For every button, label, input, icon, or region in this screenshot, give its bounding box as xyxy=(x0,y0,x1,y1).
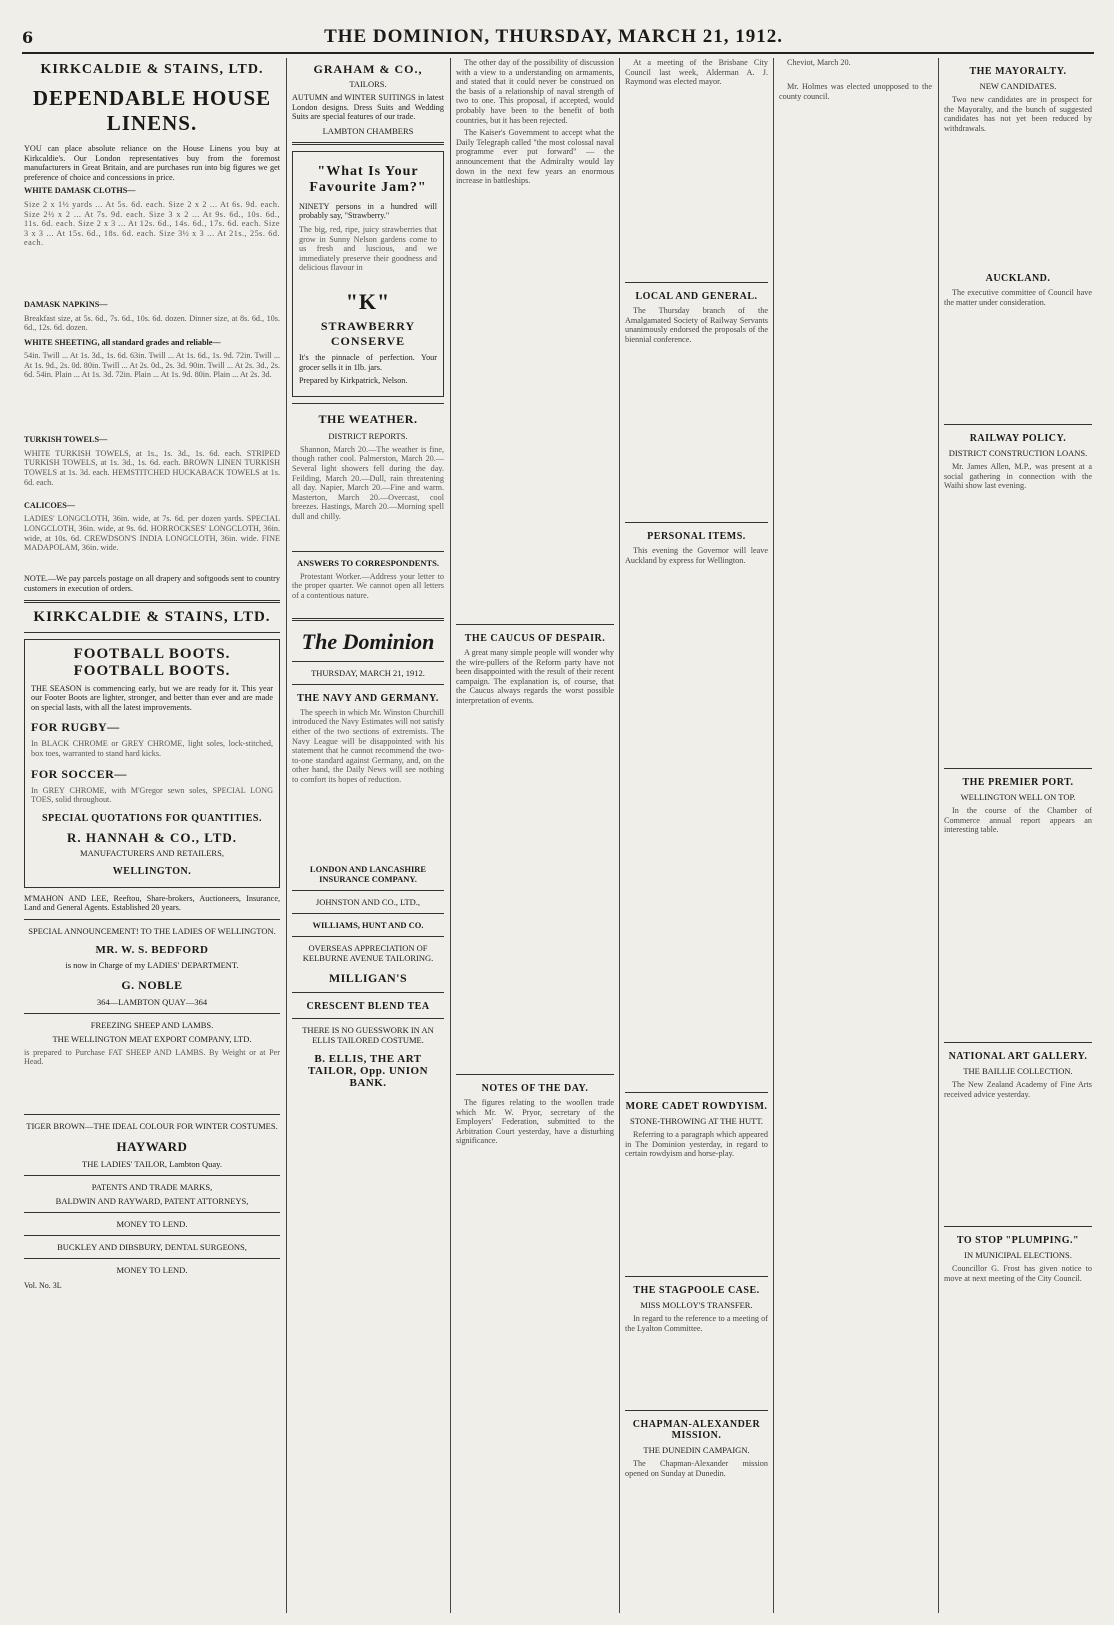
column-right xyxy=(944,58,1092,1613)
linen-category: DAMASK NAPKINS— xyxy=(24,299,108,309)
article-body: The figures relating to the woollen trade which Mr. W. Pryor, secretary of the Employers' Federation, submitted to the Arbitration Court yesterday, have a disturbing significance. xyxy=(456,1098,614,1146)
article-body: The speech in which Mr. Winston Churchill introduced the Navy Estimates will not satisfy either of the two sections of extremists. The Navy League will be disappointed with his statement that he cannot recommend the two-to-one standard against Germany, and, on the other hand, the Daily News will see nothing to comfort its hopes of reduction. xyxy=(292,707,444,784)
small-ad: M'MAHON AND LEE, Reeftou, Share-brokers, Auctioneers, Insurance, Land and General Agents. Established 20 years. xyxy=(24,893,280,913)
small-ad-text: is now in Charge of my LADIES' DEPARTMENT. xyxy=(65,959,239,970)
article-body: Two new candidates are in prospect for the Mayoralty, and the bunch of suggested candidates has not yet been reduced by withdrawals. xyxy=(944,95,1092,133)
article-body: Cheviot, March 20. xyxy=(787,58,851,67)
ad-intro: YOU can place absolute reliance on the House Linens you buy at Kirkcaldie's. Our London representatives buy from the foremost manufacturers in Great Britain, and are purchases run into big figures we get preference of choice and concessions in price. xyxy=(24,144,280,182)
article-subheading: STONE-THROWING AT THE HUTT. xyxy=(630,1116,763,1126)
article-body: The executive committee of Council have the matter under consideration. xyxy=(944,288,1092,307)
ad-headline: FOOTBALL BOOTS. FOOTBALL BOOTS. xyxy=(73,645,231,679)
ad-firm-sub: MANUFACTURERS AND RETAILERS, xyxy=(80,847,224,858)
article-body: In regard to the reference to a meeting of the Lyalton Committee. xyxy=(625,1314,768,1333)
ad-body: In BLACK CHROME or GREY CHROME, light soles, lock-stitched, box toes, warranted to stand hard kicks. xyxy=(31,739,273,758)
small-ad-head: MONEY TO LEND. xyxy=(116,1264,188,1275)
ad-firm-name: R. HANNAH & CO., LTD. xyxy=(66,829,238,845)
price-list: WHITE TURKISH TOWELS, at 1s., 1s. 3d., 1s. 6d. each. STRIPED TURKISH TOWELS, at 1s. 3d., 1s. 6d. each. BROWN LINEN TURKISH TOWELS at 1s. 3d. each. HEMSTITCHED HUCKABACK TOWELS at 1s. 6d. each. xyxy=(24,448,280,487)
ad-note: NOTE.—We pay parcels postage on all drapery and softgoods sent to country customers in execution of orders. xyxy=(24,574,280,593)
section-subheading: DISTRICT REPORTS. xyxy=(328,430,408,441)
article-heading: THE CAUCUS OF DESPAIR. xyxy=(464,633,606,644)
small-ad-name: B. ELLIS, THE ART TAILOR, Opp. UNION BANK. xyxy=(307,1052,429,1089)
column-advertisements-left xyxy=(24,58,280,1613)
ad-address: LAMBTON CHAMBERS xyxy=(322,125,414,136)
ad-firm-name: KIRKCALDIE & STAINS, LTD. xyxy=(40,62,264,77)
ad-headline: DEPENDABLE HOUSE LINENS. xyxy=(32,86,272,135)
brand-mark: "K" xyxy=(345,288,391,314)
small-ad-head: PATENTS AND TRADE MARKS, xyxy=(91,1181,213,1192)
article-body: Shannon, March 20.—The weather is fine, though rather cool. Palmerston, March 20.—Several light showers fell during the day. Feilding, March 20.—Dull, rain threatening all day. Napier, March 20.—Fine and warm. Masterton, March 20.—Overcast, cool breezes. Hastings, March 20.—Morning spell dull and chilly. xyxy=(292,444,444,521)
price-list: LADIES' LONGCLOTH, 36in. wide, at 7s. 6d. per dozen yards. SPECIAL LONGCLOTH, 36in. wide, at 9s. 6d. HORROCKSES' LONGCLOTH, 36in. wide, at 10s. 6d. CREWDSON'S INDIA LONGCLOTH, 36in. wide. FINE MADAPOLAM, 36in. wide. xyxy=(24,514,280,553)
small-ad-head: TIGER BROWN—THE IDEAL COLOUR FOR WINTER COSTUMES. xyxy=(26,1120,278,1131)
article-subheading: DISTRICT CONSTRUCTION LOANS. xyxy=(948,448,1088,458)
linen-category: WHITE DAMASK CLOTHS— xyxy=(24,186,136,196)
article-heading: THE STAGPOOLE CASE. xyxy=(633,1285,760,1296)
section-heading: PERSONAL ITEMS. xyxy=(647,531,746,542)
section-heading: AUCKLAND. xyxy=(985,273,1051,284)
section-heading: THE WEATHER. xyxy=(318,411,418,426)
page-number: 6 xyxy=(22,27,34,47)
ad-special: SPECIAL QUOTATIONS FOR QUANTITIES. xyxy=(41,812,262,824)
small-ad-body: is prepared to Purchase FAT SHEEP AND LAMBS. By Weight or at Per Head. xyxy=(24,1047,280,1067)
editorial-heading: THE NAVY AND GERMANY. xyxy=(297,692,439,704)
column-rule xyxy=(286,58,287,1613)
article-body: Mr. James Allen, M.P., was present at a social gathering in connection with the Waihi show last evening. xyxy=(944,462,1092,491)
small-ad-name: CRESCENT BLEND TEA xyxy=(306,1000,430,1012)
column-rule xyxy=(938,58,939,1613)
small-ad-text: THE LADIES' TAILOR, Lambton Quay. xyxy=(82,1158,222,1169)
small-ads-row xyxy=(24,894,280,1295)
small-ad-head: SPECIAL ANNOUNCEMENT! TO THE LADIES OF WELLINGTON. xyxy=(28,925,276,936)
price-list: 54in. Twill ... At 1s. 3d., 1s. 6d. 63in. Twill ... At 1s. 6d., 1s. 9d. 72in. Twill ... At 1s. 9d., 2s. 0d. 80in. Twill ... At 2s. 0d., 2s. 3d. 90in. Twill ... At 2s. 3d., 2s. 6d. 54in. Plain ... At 1s. 3d. 72in. Plain ... At 1s. 9d. 80in. Plain ... At 2s. 3d. xyxy=(24,351,280,380)
article-subheading: MISS MOLLOY'S TRANSFER. xyxy=(640,1300,753,1310)
article-heading: RAILWAY POLICY. xyxy=(969,433,1067,444)
article-body: Mr. Holmes was elected unopposed to the county council. xyxy=(779,82,932,101)
article-body: The other day of the possibility of discussion with a view to a understanding on armaments, and stated that it could never be construed on the basis of a relationship of naval strength of two to one. This proposal, if accepted, would probably have been to the benefit of both countries, but it has been rejected. The Kaiser's Government to accept what the Daily Telegraph called "the most colossal naval programme ever put forward" — the announcement that the Admiralty would lay down in the next few years an enormous increase in battleships. xyxy=(456,58,614,186)
column-rule xyxy=(773,58,774,1613)
ad-firm-name: KIRKCALDIE & STAINS, LTD. xyxy=(33,608,271,625)
article-body: The Chapman-Alexander mission opened on Sunday at Dunedin. xyxy=(625,1459,768,1478)
ad-body: In GREY CHROME, with M'Gregor sewn soles, SPECIAL LONG TOES, solid throughout. xyxy=(31,785,273,805)
ad-subhead: FOR RUGBY— xyxy=(31,720,120,735)
small-ad-head: BUCKLEY AND DIBSBURY, DENTAL SURGEONS, xyxy=(57,1241,247,1252)
newspaper-nameplate: The Dominion xyxy=(301,628,435,654)
ad-firm-sub: TAILORS. xyxy=(349,79,387,89)
footer-volume: Vol. No. 3L xyxy=(24,1280,62,1290)
price-list: Breakfast size, at 5s. 6d., 7s. 6d., 10s. 6d. dozen. Dinner size, at 8s. 6d., 10s. 6d., 12s. 6d. dozen. xyxy=(24,313,280,333)
article-body: A great many simple people will wonder why the wire-pullers of the Reform party have not been disappointed with the result of their recent campaign. The explanation is, of course, that the Caucus always regards the worst possible interpretation of events. xyxy=(456,648,614,705)
ad-intro: THE SEASON is commencing early, but we are ready for it. This year our Footer Boots are lighter, stronger, and better than ever and are made on special lasts, with all the latest improvements. xyxy=(31,683,273,712)
article-subheading: WELLINGTON WELL ON TOP. xyxy=(960,792,1076,802)
section-heading: ANSWERS TO CORRESPONDENTS. xyxy=(296,557,440,568)
ad-body: The big, red, ripe, juicy strawberries that grow in Sunny Nelson gardens come to us fresh and luscious, and we immediately preserve their goodness and delicious flavour in xyxy=(299,224,437,273)
small-ad-head: OVERSEAS APPRECIATION OF KELBURNE AVENUE TAILORING. xyxy=(302,942,434,963)
article-body: In the course of the Chamber of Commerce annual report appears an interesting table. xyxy=(944,806,1092,835)
ad-subhead: FOR SOCCER— xyxy=(31,766,127,781)
ad-firm-name: GRAHAM & CO., xyxy=(313,62,423,76)
page-masthead xyxy=(22,22,1094,54)
section-subheading: NEW CANDIDATES. xyxy=(979,81,1057,91)
issue-date: THURSDAY, MARCH 21, 1912. xyxy=(311,667,425,678)
small-ad-head: FREEZING SHEEP AND LAMBS. xyxy=(90,1019,214,1030)
page-title: THE DOMINION, THURSDAY, MARCH 21, 1912. xyxy=(324,26,784,47)
small-ad-text: 364—LAMBTON QUAY—364 xyxy=(96,996,208,1007)
article-body: The Thursday branch of the Amalgamated Society of Railway Servants unanimously endorsed the proposals of the biennial conference. xyxy=(625,306,768,344)
section-heading: LOCAL AND GENERAL. xyxy=(635,291,758,302)
small-ad-name: MR. W. S. BEDFORD xyxy=(95,943,209,956)
column-editorial-continued xyxy=(456,58,614,1613)
column-ads-editorial xyxy=(292,58,444,1613)
article-body: At a meeting of the Brisbane City Council last week, Alderman A. J. Raymond was elected mayor. xyxy=(625,58,768,87)
small-ad-text: BALDWIN AND RAYWARD, PATENT ATTORNEYS, xyxy=(55,1195,249,1206)
ad-headline: "What Is Your Favourite Jam?" xyxy=(309,163,427,195)
article-heading: THE PREMIER PORT. xyxy=(962,777,1074,788)
small-ad-head: WILLIAMS, HUNT AND CO. xyxy=(312,919,424,930)
price-list: Size 2 x 1½ yards ... At 5s. 6d. each. Size 2 x 2 ... At 6s. 9d. each. Size 2½ x 2 ... At 7s. 9d. each. Size 3 x 2 ... At 9s. 6d., 10s. 6d., 11s. 6d. each. Size 2 x 3 ... At 12s. 6d., 14s. 6d., 17s. 6d. each. Size 3 x 3 ... At 15s. 6d., 18s. 6d. each. Size 3½ x 3 ... At 21s., 25s. 6d. each. xyxy=(24,199,280,248)
small-ad-name: MILLIGAN'S xyxy=(328,970,408,985)
article-heading: CHAPMAN-ALEXANDER MISSION. xyxy=(632,1419,761,1441)
linen-category: TURKISH TOWELS— xyxy=(24,435,108,445)
small-ad-head: LONDON AND LANCASHIRE INSURANCE COMPANY. xyxy=(309,863,427,884)
column-local-news xyxy=(625,58,768,1613)
linen-category: WHITE SHEETING, all standard grades and reliable— xyxy=(24,337,221,347)
jam-ad xyxy=(292,151,444,397)
ad-city: WELLINGTON. xyxy=(112,865,192,877)
product-name: STRAWBERRY CONSERVE xyxy=(320,318,416,348)
article-subheading: IN MUNICIPAL ELECTIONS. xyxy=(964,1250,1072,1260)
small-ad-text: THE WELLINGTON MEAT EXPORT COMPANY, LTD. xyxy=(52,1033,252,1044)
article-body: This evening the Governor will leave Auckland by express for Wellington. xyxy=(625,546,768,565)
article-body: The New Zealand Academy of Fine Arts received advice yesterday. xyxy=(944,1080,1092,1099)
section-heading: THE MAYORALTY. xyxy=(969,66,1067,77)
football-boots-ad xyxy=(24,639,280,888)
ad-body: Prepared by Kirkpatrick, Nelson. xyxy=(299,376,408,386)
article-subheading: THE BAILLIE COLLECTION. xyxy=(963,1066,1073,1076)
article-body: Referring to a paragraph which appeared in The Dominion yesterday, in regard to certain rowdyism and horse-play. xyxy=(625,1130,768,1159)
article-heading: NOTES OF THE DAY. xyxy=(481,1083,589,1094)
ad-body: NINETY persons in a hundred will probably say, "Strawberry." xyxy=(299,201,437,221)
ad-body: It's the pinnacle of perfection. Your grocer sells it in 1lb. jars. xyxy=(299,352,437,372)
linen-category: CALICOES— xyxy=(24,500,75,510)
article-body: Protestant Worker.—Address your letter to the proper quarter. We cannot open all letters of a contentious nature. xyxy=(292,571,444,600)
small-ad-text: JOHNSTON AND CO., LTD., xyxy=(315,896,421,907)
article-subheading: THE DUNEDIN CAMPAIGN. xyxy=(643,1445,750,1455)
ad-body: AUTUMN and WINTER SUITINGS in latest London designs. Dress Suits and Wedding Suits are special features of our trade. xyxy=(292,93,444,122)
article-heading: TO STOP "PLUMPING." xyxy=(956,1235,1080,1246)
article-body: Councillor G. Frost has given notice to move at next meeting of the City Council. xyxy=(944,1264,1092,1283)
column-rule xyxy=(450,58,451,1613)
column-rule xyxy=(619,58,620,1613)
article-heading: MORE CADET ROWDYISM. xyxy=(625,1101,768,1112)
small-ad-name: G. NOBLE xyxy=(121,977,183,992)
small-ad-name: HAYWARD xyxy=(116,1138,188,1154)
small-ads-row xyxy=(292,862,444,1093)
small-ad-head: MONEY TO LEND. xyxy=(116,1218,188,1229)
article-heading: NATIONAL ART GALLERY. xyxy=(948,1051,1088,1062)
small-ad-head: THERE IS NO GUESSWORK IN AN ELLIS TAILORED COSTUME. xyxy=(302,1024,434,1045)
column-mayoralty xyxy=(779,58,932,1613)
